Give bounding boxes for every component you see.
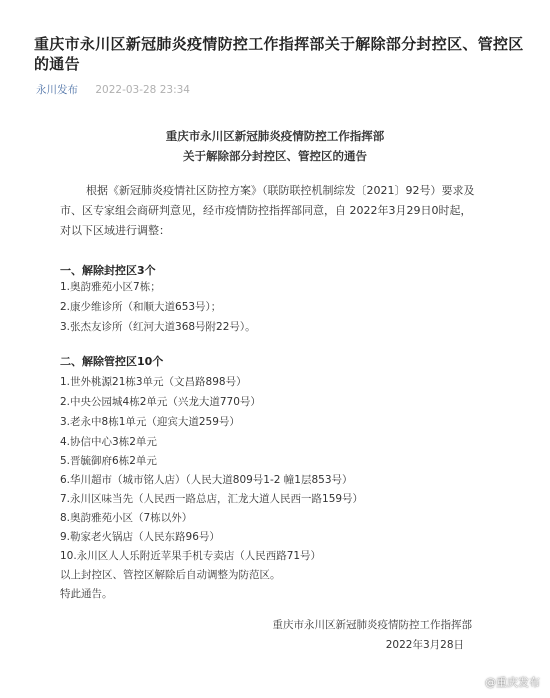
section2-item: 10.永川区人人乐附近苹果手机专卖店（人民西路71号）: [60, 550, 322, 562]
document-heading-line2: 关于解除部分封控区、管控区的通告: [183, 149, 367, 163]
intro-paragraph: [60, 181, 480, 241]
section2-item: 4.协信中心3栋2单元: [60, 436, 157, 448]
intro-text: 根据《新冠肺炎疫情社区防控方案》（联防联控机制综发〔2021〕92号）要求及市、区专家组会商研判意见，经市疫情防控指挥部同意，自 2022年3月29日0时起，对以下区域进行调整：: [60, 184, 475, 237]
closing-line-1: 以上封控区、管控区解除后自动调整为防范区。: [60, 569, 281, 581]
section2-item: 1.世外桃源21栋3单元（文昌路898号）: [60, 376, 247, 388]
section2-item: 2.中央公园城4栋2单元（兴龙大道770号）: [60, 396, 261, 408]
article-title: 重庆市永川区新冠肺炎疫情防控工作指挥部关于解除部分封控区、管控区的通告: [34, 35, 524, 73]
author-link[interactable]: 永川发布: [36, 84, 78, 96]
section2-item: 8.奥韵雅苑小区（7栋以外）: [60, 512, 193, 524]
section2-item: 3.老永中8栋1单元（迎宾大道259号）: [60, 416, 240, 428]
section1-item: 2.康少维诊所（和顺大道653号）；: [60, 301, 222, 313]
watermark: [463, 674, 540, 690]
section2-item: 7.永川区味当先（人民西一路总店，汇龙大道人民西一路159号）: [60, 493, 364, 505]
document-heading-line1: 重庆市永川区新冠肺炎疫情防控工作指挥部: [165, 129, 385, 143]
section1-title: 一、解除封控区3个: [60, 264, 156, 277]
section1-item: 1.奥韵雅苑小区7栋；: [60, 281, 161, 293]
watermark-text: @重庆发布: [485, 676, 540, 689]
article-meta: [36, 82, 190, 97]
signature-date: 2022年3月28日: [385, 639, 464, 651]
publish-datetime: 2022-03-28 23:34: [95, 84, 190, 96]
section2-item: 9.勒家老火锅店（人民东路96号）: [60, 531, 220, 543]
section1-item: 3.张杰友诊所（红河大道368号附22号）。: [60, 321, 256, 333]
section2-title: 二、解除管控区10个: [60, 355, 164, 368]
section2-item: 5.晋毓御府6栋2单元: [60, 455, 157, 467]
closing-line-2: 特此通告。: [60, 588, 113, 600]
signature-organization: 重庆市永川区新冠肺炎疫情防控工作指挥部: [272, 619, 472, 631]
weibo-icon: [463, 675, 481, 689]
section2-item: 6.华川超市（城市铭人店）（人民大道809号1-2 幢1层853号）: [60, 474, 353, 486]
